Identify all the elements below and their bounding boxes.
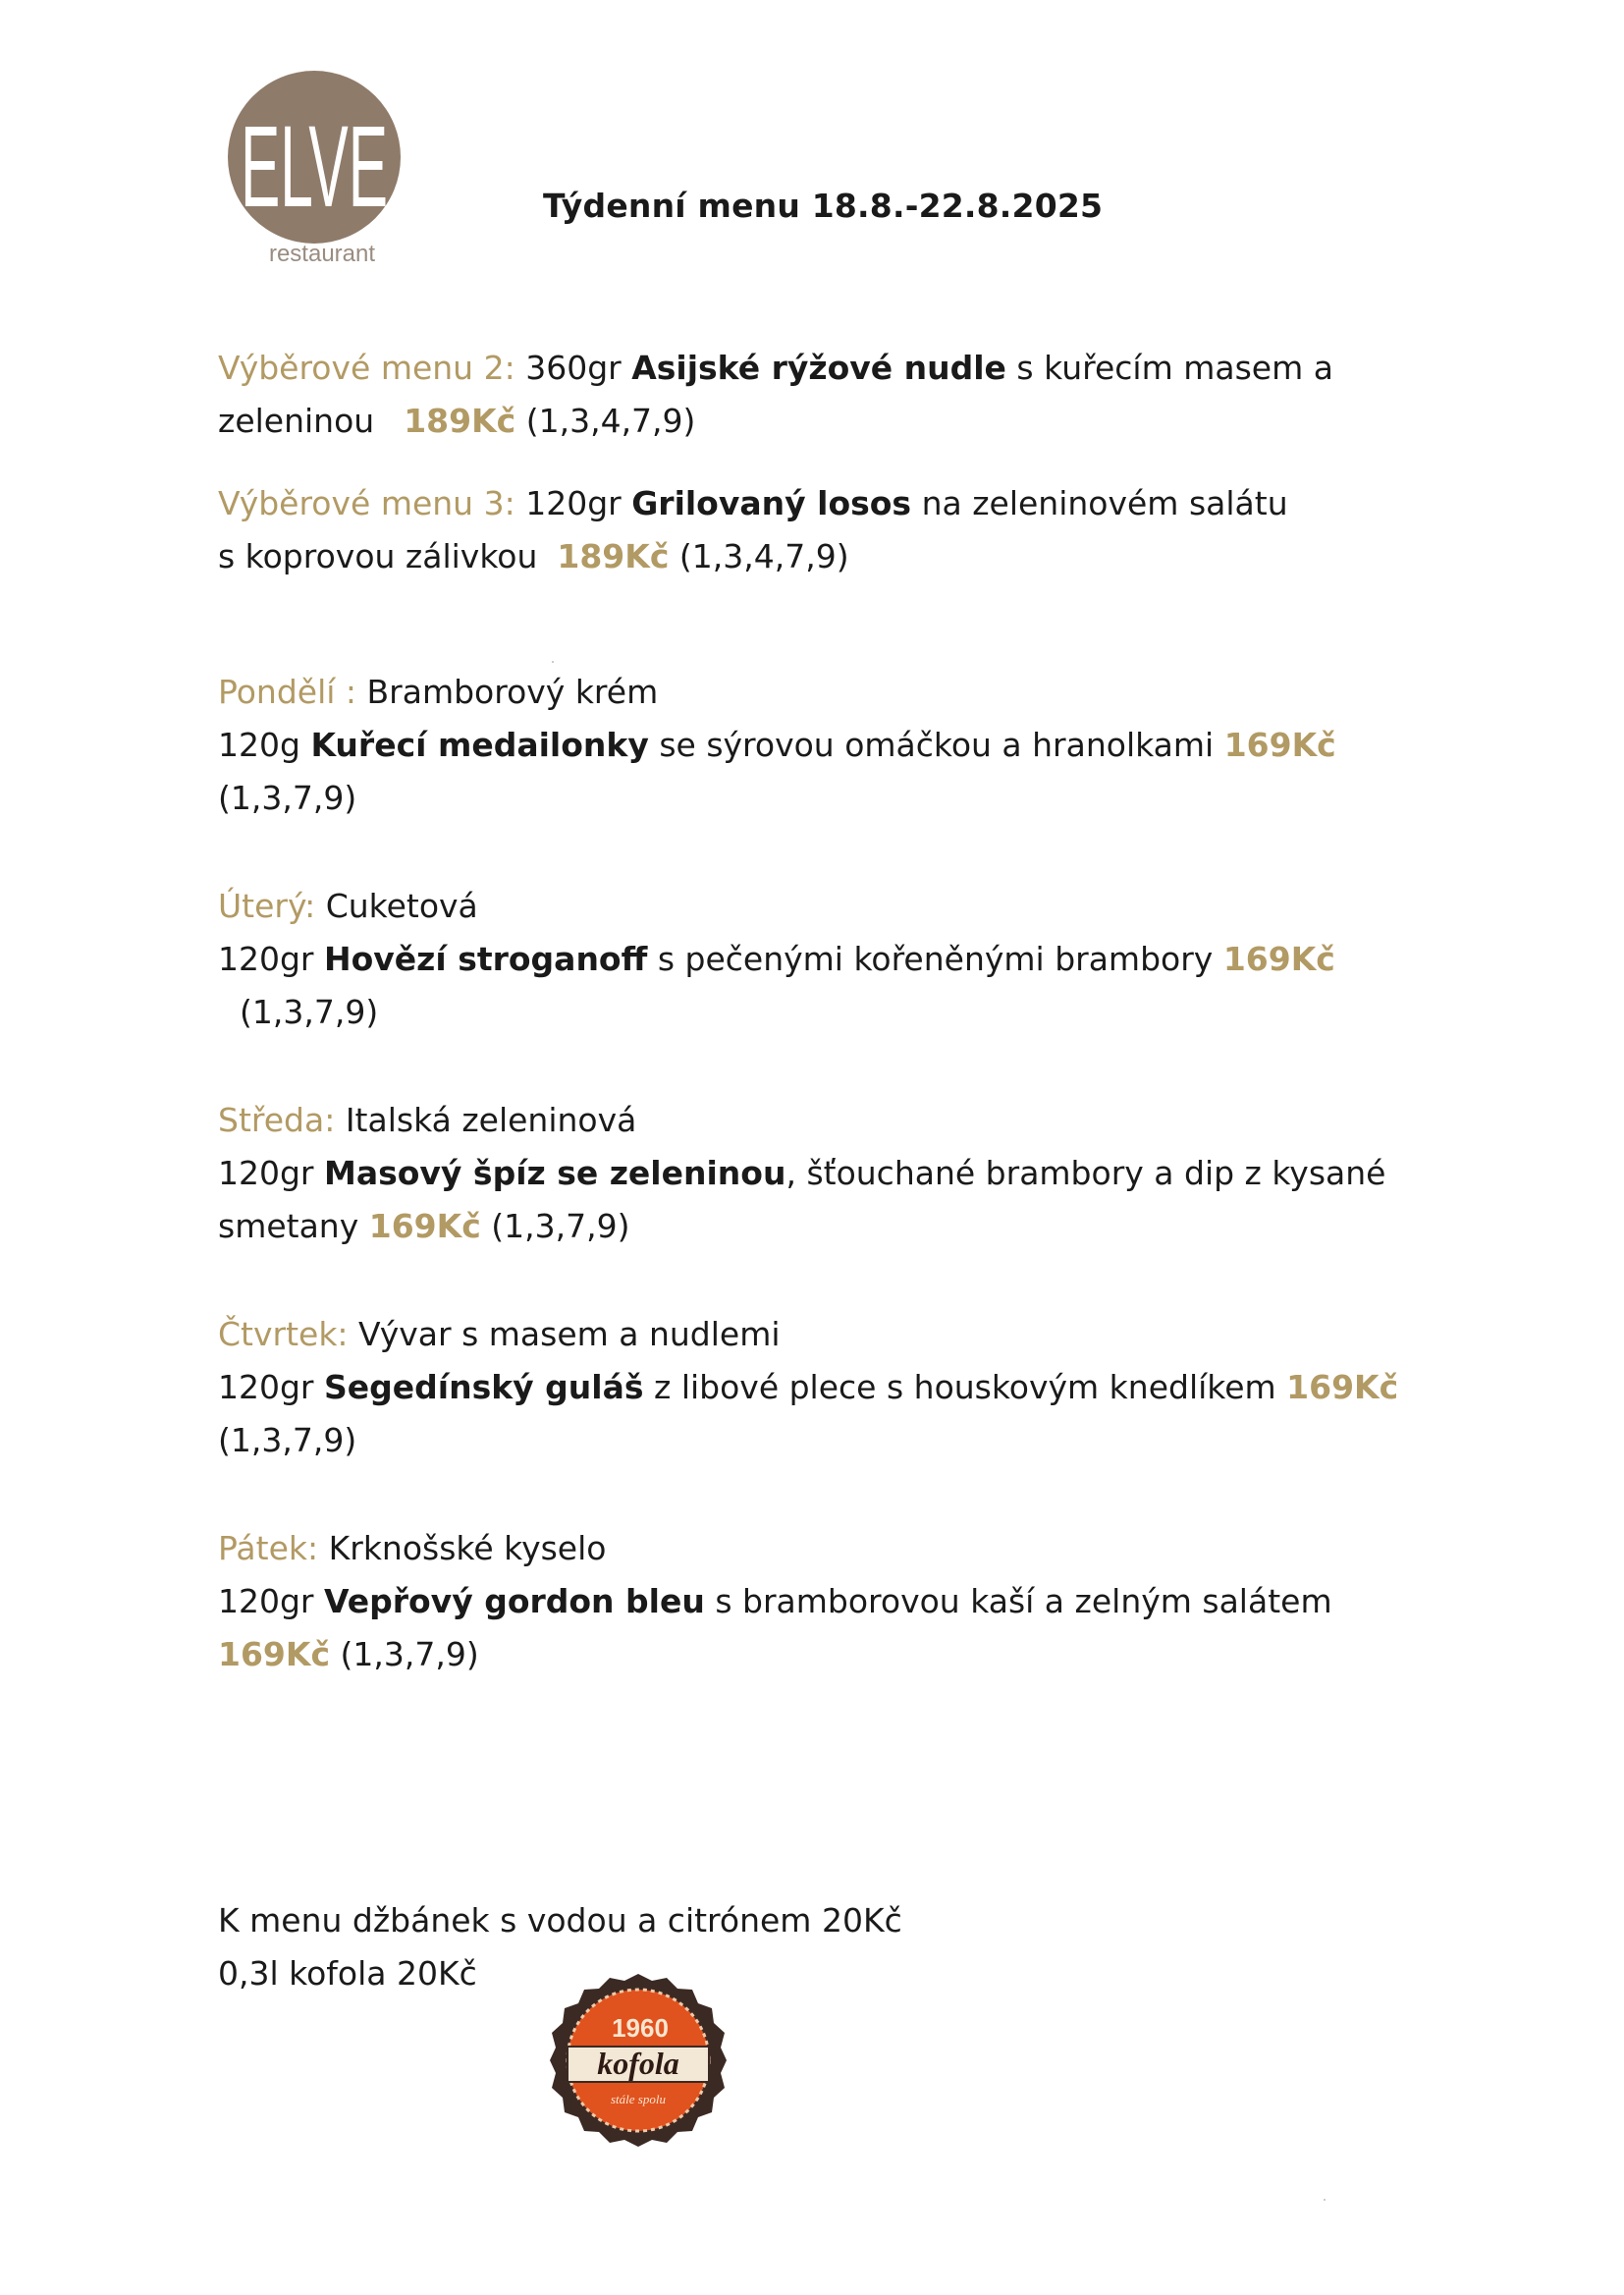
allergens: (1,3,7,9): [240, 993, 379, 1031]
dish-name: Grilovaný losos: [631, 484, 912, 522]
main-line: [218, 719, 1494, 772]
price: 169Kč: [1223, 726, 1336, 764]
dish-name: Vepřový gordon bleu: [324, 1582, 705, 1620]
allergens: (1,3,7,9): [218, 779, 357, 817]
price: 169Kč: [1286, 1368, 1399, 1406]
page-title: Týdenní menu 18.8.-22.8.2025: [543, 187, 1104, 225]
portion: 360gr: [514, 349, 632, 387]
selection-line-2: [218, 530, 1494, 583]
soup: Krknošské kyselo: [318, 1529, 607, 1567]
price: 169Kč: [218, 1635, 331, 1673]
dish-description: s kuřecím masem a: [1005, 349, 1333, 387]
dish-name: Asijské rýžové nudle: [631, 349, 1006, 387]
kofola-line: 0,3l kofola 20Kč: [218, 1954, 477, 1993]
selection-menu-2: [218, 342, 1494, 448]
selection-menu-3: [218, 477, 1494, 583]
allergens: (1,3,7,9): [218, 1421, 357, 1459]
svg-text:restaurant: restaurant: [268, 241, 376, 267]
allergen-line: [218, 1414, 1494, 1467]
dish-description-cont: smetany: [218, 1207, 369, 1245]
day-wednesday: [218, 1094, 1494, 1253]
soup-line: [218, 1308, 1494, 1361]
price: 189Kč: [404, 402, 516, 440]
dish-description-cont: zeleninou: [218, 402, 375, 440]
soup-line: [218, 1094, 1494, 1147]
price: 169Kč: [368, 1207, 481, 1245]
dish-description: s bramborovou kaší a zelným salátem: [704, 1582, 1332, 1620]
soup: Italská zeleninová: [335, 1101, 637, 1139]
dish-description: , šťouchané brambory a dip z kysané: [785, 1154, 1386, 1192]
scan-speck: [552, 661, 554, 663]
allergens: (1,3,7,9): [480, 1207, 630, 1245]
main-line: [218, 933, 1494, 986]
main-line: [218, 1147, 1494, 1200]
soup: Vývar s masem a nudlemi: [348, 1315, 781, 1353]
day-label: Středa:: [218, 1101, 336, 1139]
price-line: [218, 1628, 1494, 1681]
day-label: Čtvrtek:: [218, 1315, 349, 1353]
allergen-line: [218, 986, 1494, 1039]
restaurant-logo: [224, 71, 405, 267]
portion: 120gr: [218, 1368, 324, 1406]
selection-label: Výběrové menu 3:: [218, 484, 515, 522]
portion: 120gr: [514, 484, 632, 522]
soup: Bramborový krém: [356, 673, 659, 711]
day-label: Pátek:: [218, 1529, 319, 1567]
day-label: Pondělí :: [218, 673, 357, 711]
allergens: (1,3,7,9): [330, 1635, 479, 1673]
dish-description-cont: s koprovou zálivkou: [218, 537, 538, 575]
selection-line-2: [218, 395, 1494, 448]
soup-line: [218, 666, 1494, 719]
selection-line-1: [218, 477, 1494, 530]
day-monday: [218, 666, 1494, 825]
price: 169Kč: [1222, 940, 1335, 978]
svg-text:1960: 1960: [612, 2013, 669, 2043]
price-line: [218, 1200, 1494, 1253]
dish-name: Segedínský guláš: [324, 1368, 644, 1406]
price: 189Kč: [557, 537, 670, 575]
dish-name: Kuřecí medailonky: [310, 726, 649, 764]
portion: 120gr: [218, 940, 324, 978]
allergen-line: [218, 772, 1494, 825]
main-line: [218, 1361, 1494, 1414]
svg-text:stále spolu: stále spolu: [611, 2092, 666, 2106]
day-friday: [218, 1522, 1494, 1681]
dish-description: se sýrovou omáčkou a hranolkami: [648, 726, 1224, 764]
day-thursday: [218, 1308, 1494, 1467]
dish-description: na zeleninovém salátu: [911, 484, 1288, 522]
scan-speck: [1324, 2199, 1326, 2201]
main-line: [218, 1575, 1494, 1628]
dish-description: s pečenými kořeněnými brambory: [647, 940, 1223, 978]
selection-line-1: [218, 342, 1494, 395]
selection-label: Výběrové menu 2:: [218, 349, 515, 387]
day-tuesday: [218, 880, 1494, 1039]
day-label: Úterý:: [218, 887, 316, 925]
kofola-logo: [550, 1972, 727, 2149]
allergens: (1,3,4,7,9): [669, 537, 849, 575]
portion: 120gr: [218, 1154, 324, 1192]
portion: 120g: [218, 726, 311, 764]
drinks-footer: [218, 1894, 1494, 2000]
allergens: (1,3,4,7,9): [515, 402, 696, 440]
svg-text:kofola: kofola: [597, 2046, 679, 2081]
dish-name: Masový špíz se zeleninou: [324, 1154, 786, 1192]
water-jug-line: K menu džbánek s vodou a citrónem 20Kč: [218, 1901, 902, 1940]
svg-text:ELVE: ELVE: [241, 102, 388, 232]
dish-name: Hovězí stroganoff: [324, 940, 648, 978]
soup-line: [218, 1522, 1494, 1575]
portion: 120gr: [218, 1582, 324, 1620]
soup-line: [218, 880, 1494, 933]
soup: Cuketová: [315, 887, 478, 925]
dish-description: z libové plece s houskovým knedlíkem: [643, 1368, 1287, 1406]
